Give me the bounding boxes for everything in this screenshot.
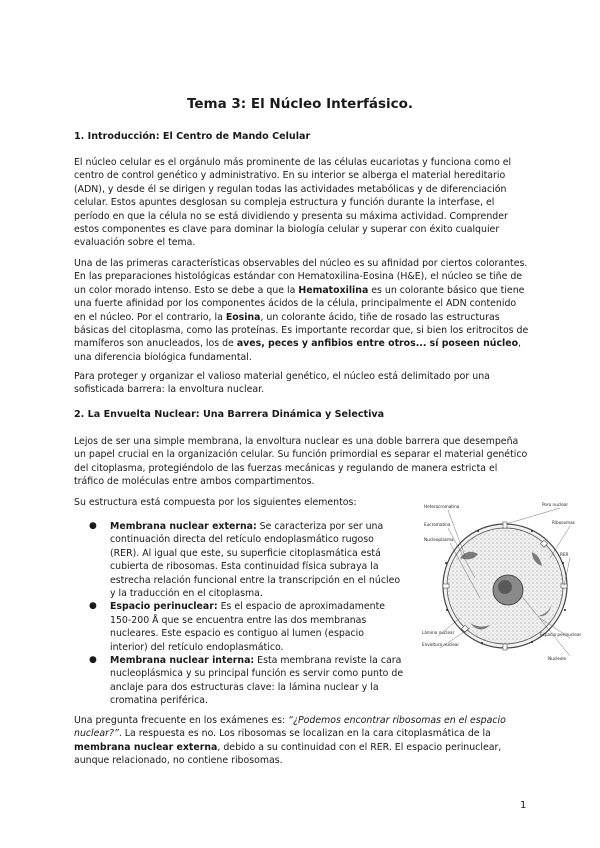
page-number: 1	[520, 800, 527, 811]
figure-label: Ribosomas	[552, 520, 575, 525]
figure-label: Lámina nuclear	[422, 630, 455, 635]
list-item: ● Membrana nuclear externa: Se caracteriza por ser una continuación directa del retículo endoplasmático rugoso (RER). Al igual que este, su superficie citoplasmática está cubierta de ribosomas. Esta continuidad física subraya la estrecha relación funcional entre la transcripción en el núcleo y la traducción en el citoplasma.	[89, 521, 401, 600]
bullet-icon: ●	[89, 655, 97, 666]
section-2-paragraph-1: Lejos de ser una simple membrana, la envoltura nuclear es una doble barrera que desempeña un papel crucial en la organización celular. Su función primordial es separar el material genético del citoplasma, protegiéndolo de las fuerzas mecánicas y regulando de manera estricta el tráfico de moléculas entre ambos compartimentos.	[74, 436, 528, 488]
list-item: ● Espacio perinuclear: Es el espacio de aproximadamente 150-200 Å que se encuentra entre las dos membranas nucleares. Este espacio es contiguo al lumen (espacio interior) del retículo endoplasmático.	[89, 601, 386, 653]
bullet-icon: ●	[89, 521, 97, 531]
figure-label: Nucleoplasma	[424, 537, 454, 542]
figure-label: Nucleolo	[548, 656, 567, 661]
eosina-term: Eosina	[225, 311, 261, 323]
figure-label: RER	[560, 552, 569, 557]
figure-label: Poro nuclear	[542, 502, 569, 507]
outer-membrane-term: membrana nuclear externa	[74, 741, 218, 753]
figure-label: Heterocromatina	[424, 504, 460, 509]
section-1-paragraph-1: El núcleo celular es el orgánulo más prominente de las células eucariotas y funciona como el centro de control genético y administrativo. En su interior se alberga el material hereditario (ADN), y desde él se dirigen y regulan todas las actividades metabólicas y de diferenciación celular. Estos apuntes desglosan su compleja estructura y función durante la interfase, el período en que la célula no se está dividiendo y presenta su máxima actividad. Comprender estos componentes es clave para dominar la biología celular y superar con éxito cualquier evaluación sobre el tema.	[74, 157, 512, 249]
list-item: ● Membrana nuclear interna: Esta membrana reviste la cara nucleoplásmica y su principal función es servir como punto de anclaje para dos estructuras clave: la lámina nuclear y la cromatina periférica.	[89, 655, 404, 707]
nuclear-envelope-list	[74, 520, 404, 708]
section-2-paragraph-2: Su estructura está compuesta por los siguientes elementos:	[74, 497, 357, 508]
bullet-icon: ●	[89, 601, 97, 612]
section-1-heading: 1. Introducción: El Centro de Mando Celular	[74, 131, 311, 142]
figure-label: Envoltura nuclear	[422, 642, 460, 647]
page-title: Tema 3: El Núcleo Interfásico.	[186, 96, 414, 112]
section-1-paragraph-3: Para proteger y organizar el valioso material genético, el núcleo está delimitado por una sofisticada barrera: la envoltura nuclear.	[74, 371, 490, 396]
section-1-paragraph-2: Una de las primeras características observables del núcleo es su afinidad por ciertos colorantes. En las preparaciones histológicas estándar con Hematoxilina-Eosina (H&E), el núcleo se tiñe de un color morado intenso. Esto se debe a que la Hematoxilina es un colorante básico que tiene una fuerte afinidad por los componentes ácidos de la célula, principalmente el ADN contenido en el núcleo. Por el contrario, la Eosina, un colorante ácido, tiñe de rosado las estructuras básicas del citoplasma, como las proteínas. Es importante recordar que, si bien los eritrocitos de mamíferos son anucleados, los de aves, peces y anfibios entre otros... sí poseen núcleo, una diferencia biológica fundamental.	[74, 258, 529, 363]
nucleated-erythrocytes-term: aves, peces y anfibios entre otros... sí poseen núcleo	[236, 338, 519, 350]
figure-label: Espacio perinuclear	[540, 632, 582, 637]
section-2-heading: 2. La Envuelta Nuclear: Una Barrera Dinámica y Selectiva	[74, 409, 385, 420]
figure-label: Eucromatina	[424, 522, 451, 527]
nucleus-diagram	[420, 498, 590, 673]
section-2-paragraph-3: Una pregunta frecuente en los exámenes es: “¿Podemos encontrar ribosomas en el espacio nuclear?”. La respuesta es no. Los ribosomas se localizan en la cara citoplasmática de la membrana nuclear externa, debido a su continuidad con el RER. El espacio perinuclear, aunque relacionado, no contiene ribosomas.	[74, 715, 506, 767]
nucleolus-core	[498, 580, 512, 594]
hematoxilina-term: Hematoxilina	[298, 284, 369, 296]
exam-question: “¿Podemos encontrar ribosomas en el espacio nuclear?”	[74, 715, 506, 740]
